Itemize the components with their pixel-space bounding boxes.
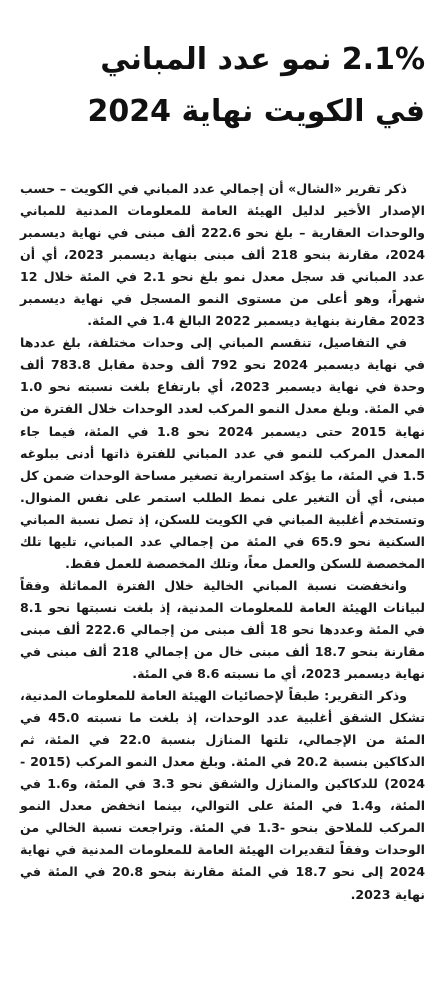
- paragraph-4: وذكر التقرير: طبقاً لإحصائيات الهيئة العامة للمعلومات المدنية، تشكل الشقق أغلبية عدد الوحدات، إذ بلغت ما نسبته 45.0 في المئة من الإجمالي، تلتها المنازل بنسبة 22.0 في المئة، ثم الدكاكين بنسبة 20.2 في المئة. وبلغ معدل النمو المركب (2015 - 2024) للدكاكين والمنازل والشقق نحو 3.3 في المئة، و1.6 في المئة، و1.4 في المئة على التوالي، بينما انخفض معدل النمو المركب للملاحق بنحو -1.3 في المئة. وتراجعت نسبة الخالي من الوحدات وفقاً لتقديرات الهيئة العامة للمعلومات المدنية في نهاية 2024 إلى نحو 18.7 في المئة مقارنة بنحو 20.8 في المئة في نهاية 2023.: [20, 688, 426, 902]
- article-body: [20, 178, 425, 906]
- headline-line-2: في الكويت نهاية 2024: [87, 94, 425, 129]
- paragraph-3: وانخفضت نسبة المباني الخالية خلال الفترة المماثلة وفقاً لبيانات الهيئة العامة للمعلومات المدنية، إذ بلغت نسبتها نحو 8.1 في المئة وعددها نحو 18 ألف مبنى من إجمالي 222.6 ألف مبنى مقارنة بنحو 18.7 ألف مبنى خال من إجمالي 218 ألف مبنى في نهاية ديسمبر 2023، أي ما نسبته 8.6 في المئة.: [20, 577, 426, 682]
- headline: [20, 34, 425, 138]
- paragraph-1: ذكر تقرير «الشال» أن إجمالي عدد المباني في الكويت – حسب الإصدار الأخير لدليل الهيئة العامة للمعلومات المدنية للمباني والوحدات العقارية – بلغ نحو 222.6 ألف مبنى في نهاية ديسمبر 2024، مقارنة بنحو 218 ألف مبنى بنهاية ديسمبر 2023، أي أن عدد المباني قد سجل معدل نمو بلغ نحو 2.1 في المئة خلال 12 شهراً، وهو أعلى من مستوى النمو المسجل في نهاية ديسمبر 2023 مقارنة بنهاية ديسمبر 2022 البالغ 1.4 في المئة.: [20, 181, 425, 329]
- paragraph-2: في التفاصيل، تنقسم المباني إلى وحدات مختلفة، بلغ عددها في نهاية ديسمبر 2024 نحو 792 ألف وحدة مقابل 783.8 ألف وحدة في نهاية ديسمبر 2023، أي بارتفاع بلغت نسبته نحو 1.0 في المئة. وبلغ معدل النمو المركب لعدد الوحدات خلال الفترة من نهاية 2015 حتى ديسمبر 2024 نحو 1.8 في المئة، فيما جاء المعدل المركب للنمو في عدد المباني للفترة ذاتها أدنى ببلوغه 1.5 في المئة، ما يؤكد استمرارية تصغير مساحة الوحدات ضمن كل مبنى، أي أن التغير على نمط الطلب استمر على نفس المنوال. وتستخدم أغلبية المباني في الكويت للسكن، إذ تصل نسبة المباني السكنية نحو 65.9 في المئة من إجمالي عدد المباني، تليها تلك المخصصة للسكن والعمل معاً، وتلك المخصصة للعمل فقط.: [20, 335, 425, 571]
- headline-line-1: 2.1% نمو عدد المباني: [100, 42, 425, 77]
